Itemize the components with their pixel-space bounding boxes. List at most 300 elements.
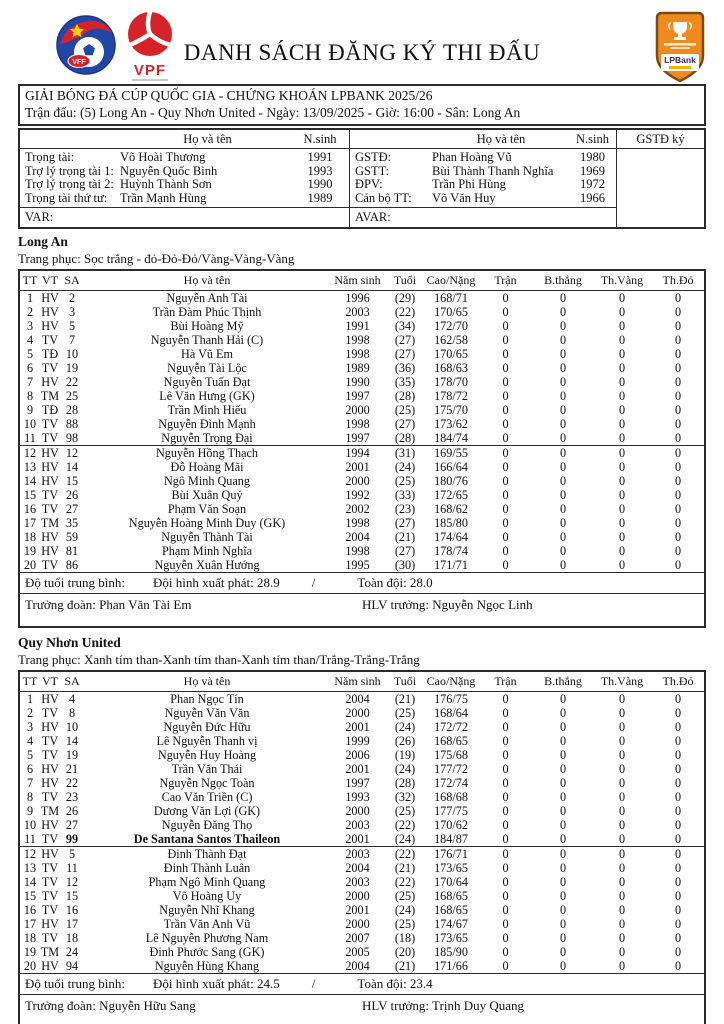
cell-tuoi: (25) <box>394 706 416 720</box>
cell-cao-nang: 171/66 <box>434 959 468 973</box>
player-row <box>20 706 704 720</box>
cell-sa: 35 <box>65 516 79 530</box>
competition-name: GIẢI BÓNG ĐÁ CÚP QUỐC GIA - CHỨNG KHOÁN LPBANK 2025/26 <box>25 88 433 103</box>
cell-sa: 25 <box>65 389 79 403</box>
cell-sa: 22 <box>65 776 79 790</box>
cell-th-vang: 0 <box>618 720 626 734</box>
cell-th-vang: 0 <box>618 375 626 389</box>
player-row <box>20 790 704 804</box>
cell-sa: 14 <box>65 734 79 748</box>
cell-tuoi: (25) <box>394 889 416 903</box>
cell-th-vang: 0 <box>618 903 626 917</box>
cell-tuoi: (36) <box>394 361 416 375</box>
cell-nam-sinh: 1989 <box>345 361 370 375</box>
official-row: Trợ lý trọng tài 2: Huỳnh Thành Sơn 1990 <box>25 177 333 192</box>
cell-th-do: 0 <box>674 460 682 474</box>
cell-sa: 88 <box>65 417 79 431</box>
cell-b-thang: 0 <box>559 804 567 818</box>
cell-cao-nang: 184/74 <box>434 431 468 445</box>
cell-th-do: 0 <box>674 319 682 333</box>
player-row <box>20 692 704 707</box>
cell-nam-sinh: 2000 <box>345 889 370 903</box>
cell-tuoi: (20) <box>394 945 416 959</box>
cell-nam-sinh: 2000 <box>345 706 370 720</box>
cell-tran: 0 <box>502 389 509 403</box>
cell-nam-sinh: 1996 <box>345 291 370 305</box>
cell-tuoi: (29) <box>394 291 416 305</box>
cell-b-thang: 0 <box>559 832 567 846</box>
cell-nam-sinh: 1999 <box>345 734 370 748</box>
cell-cao-nang: 184/87 <box>434 832 468 846</box>
cell-vt: TV <box>41 488 59 502</box>
cell-tt: 2 <box>26 706 34 720</box>
cell-name: Nguyễn Huy Hoàng <box>157 748 257 762</box>
officials-table <box>18 128 706 229</box>
team-section-long-an <box>18 234 706 628</box>
cell-vt: HV <box>41 375 59 389</box>
cell-cao-nang: 168/68 <box>434 790 468 804</box>
cell-th-vang: 0 <box>618 875 626 889</box>
cell-cao-nang: 173/65 <box>434 931 468 945</box>
cell-tuoi: (27) <box>394 347 416 361</box>
cell-tt: 19 <box>23 544 37 558</box>
cell-tt: 16 <box>23 502 37 516</box>
cell-th-vang: 0 <box>618 530 626 544</box>
cell-cao-nang: 173/62 <box>434 417 468 431</box>
cell-nam-sinh: 2000 <box>345 917 370 931</box>
cell-cao-nang: 174/67 <box>434 917 468 931</box>
cell-sa: 99 <box>65 832 79 846</box>
cell-cao-nang: 168/65 <box>434 734 468 748</box>
cell-name: Đỗ Hoàng Mãi <box>170 460 244 474</box>
cell-th-vang: 0 <box>618 333 626 347</box>
cell-name: Phạm Văn Soạn <box>167 502 247 516</box>
cell-tuoi: (25) <box>394 917 416 931</box>
cell-th-do: 0 <box>674 959 682 973</box>
cell-vt: TV <box>41 734 59 748</box>
cell-tuoi: (21) <box>394 530 416 544</box>
cell-tuoi: (28) <box>394 389 416 403</box>
player-row <box>20 460 704 474</box>
cell-sa: 27 <box>65 502 79 516</box>
cell-th-do: 0 <box>674 889 682 903</box>
official-row: GSTĐ: Phan Hoàng Vũ 1980 <box>355 150 605 165</box>
cell-nam-sinh: 2001 <box>345 720 370 734</box>
cell-tuoi: (23) <box>394 502 416 516</box>
cell-cao-nang: 174/64 <box>434 530 468 544</box>
player-row <box>20 417 704 431</box>
cell-b-thang: 0 <box>559 931 567 945</box>
cell-sa: 11 <box>66 861 78 875</box>
cell-tt: 18 <box>23 530 37 544</box>
cell-cao-nang: 170/62 <box>434 818 468 832</box>
cell-tran: 0 <box>502 875 509 889</box>
cell-tran: 0 <box>502 889 509 903</box>
roster-table <box>20 672 704 973</box>
cell-cao-nang: 168/64 <box>434 706 468 720</box>
cell-b-thang: 0 <box>559 762 567 776</box>
player-row <box>20 530 704 544</box>
cell-cao-nang: 175/70 <box>434 403 468 417</box>
column-header-name: Họ và tên <box>476 131 526 146</box>
cell-sa: 3 <box>68 305 76 319</box>
cell-name: Bùi Hoàng Mỹ <box>170 319 244 333</box>
player-row <box>20 446 704 461</box>
cell-tran: 0 <box>502 460 509 474</box>
cell-name: Lê Văn Hưng (GK) <box>159 389 255 403</box>
cell-cao-nang: 172/72 <box>434 720 468 734</box>
cell-b-thang: 0 <box>559 403 567 417</box>
cell-name: Trần Văn Anh Vũ <box>163 917 251 931</box>
cell-th-do: 0 <box>674 544 682 558</box>
cell-tran: 0 <box>502 291 509 305</box>
cell-cao-nang: 176/75 <box>434 692 468 706</box>
cell-sa: 10 <box>65 720 79 734</box>
cell-cao-nang: 185/90 <box>434 945 468 959</box>
cell-tran: 0 <box>502 804 509 818</box>
cell-b-thang: 0 <box>559 875 567 889</box>
cell-tt: 1 <box>26 692 34 706</box>
cell-vt: HV <box>41 544 59 558</box>
column-header-sign: GSTĐ ký <box>617 130 704 149</box>
cell-th-vang: 0 <box>618 431 626 445</box>
cell-th-vang: 0 <box>618 804 626 818</box>
official-row: Trọng tài thứ tư: Trần Mạnh Hùng 1989 <box>25 190 333 205</box>
var-row: VAR: <box>20 207 349 227</box>
roster-table <box>20 271 704 572</box>
cell-tuoi: (25) <box>394 403 416 417</box>
cell-th-do: 0 <box>674 706 682 720</box>
cell-th-vang: 0 <box>618 474 626 488</box>
cell-name: Nguyễn Tài Lộc <box>167 361 247 375</box>
cell-b-thang: 0 <box>559 720 567 734</box>
cell-nam-sinh: 1997 <box>345 776 370 790</box>
cell-b-thang: 0 <box>559 305 567 319</box>
cell-th-do: 0 <box>674 945 682 959</box>
cell-tt: 8 <box>26 790 34 804</box>
cell-tuoi: (24) <box>394 762 416 776</box>
cell-nam-sinh: 2006 <box>345 748 370 762</box>
cell-sa: 23 <box>65 790 79 804</box>
cell-tt: 8 <box>26 389 34 403</box>
cell-name: Phạm Minh Nghĩa <box>161 544 253 558</box>
cell-tt: 2 <box>26 305 34 319</box>
cell-tuoi: (18) <box>394 931 416 945</box>
cell-vt: HV <box>41 917 59 931</box>
cell-cao-nang: 168/65 <box>434 903 468 917</box>
vpf-logo-text: VPF <box>133 62 167 79</box>
cell-th-vang: 0 <box>618 931 626 945</box>
cell-tran: 0 <box>502 502 509 516</box>
cell-sa: 98 <box>65 431 79 445</box>
cell-th-vang: 0 <box>618 347 626 361</box>
cell-cao-nang: 172/74 <box>434 776 468 790</box>
player-row <box>20 361 704 375</box>
cell-th-do: 0 <box>674 431 682 445</box>
cell-vt: TM <box>40 945 60 959</box>
cell-vt: TV <box>41 502 59 516</box>
cell-cao-nang: 172/70 <box>434 319 468 333</box>
cell-th-vang: 0 <box>592 847 652 862</box>
cell-tuoi: (21) <box>394 692 416 706</box>
cell-cao-nang: 176/71 <box>425 847 477 862</box>
cell-tran: 0 <box>502 903 509 917</box>
officials-right-section <box>350 130 617 227</box>
cell-name: Dương Văn Lợi (GK) <box>153 804 261 818</box>
cell-tran: 0 <box>502 692 509 706</box>
cell-th-vang: 0 <box>618 706 626 720</box>
cell-th-vang: 0 <box>618 516 626 530</box>
cell-nam-sinh: 2001 <box>345 762 370 776</box>
cell-th-do: 0 <box>674 305 682 319</box>
cell-tuoi: (27) <box>394 544 416 558</box>
cell-tt: 14 <box>23 474 37 488</box>
cell-name: Hà Vũ Em <box>181 347 233 361</box>
cell-tran: 0 <box>502 361 509 375</box>
cell-th-do: 0 <box>674 720 682 734</box>
cell-th-vang: 0 <box>618 776 626 790</box>
player-row <box>20 389 704 403</box>
cell-th-do: 0 <box>674 291 682 305</box>
cell-tt: 6 <box>26 762 34 776</box>
cell-tran: 0 <box>502 403 509 417</box>
cell-cao-nang: 170/65 <box>434 347 468 361</box>
cell-nam-sinh: 1998 <box>345 347 370 361</box>
cell-nam-sinh: 1997 <box>345 431 370 445</box>
cell-th-vang: 0 <box>618 305 626 319</box>
player-row <box>20 804 704 818</box>
cell-tuoi: (28) <box>394 776 416 790</box>
cell-name: Nguyễn Văn Văn <box>164 706 250 720</box>
cell-tt: 15 <box>23 889 37 903</box>
cell-name: Nguyễn Tuấn Đạt <box>163 375 251 389</box>
cell-b-thang: 0 <box>559 361 567 375</box>
match-details: Trận đấu: (5) Long An - Quy Nhơn United - Ngày: 13/09/2025 - Giờ: 16:00 - Sân: Long An <box>25 105 521 120</box>
cell-tuoi: (21) <box>394 959 416 973</box>
player-row <box>20 431 704 446</box>
official-row: GSTT: Bùi Thành Thanh Nghĩa 1969 <box>355 163 605 178</box>
cell-tuoi: (27) <box>394 417 416 431</box>
cell-th-do: 0 <box>674 361 682 375</box>
cell-th-do: 0 <box>674 558 682 572</box>
cell-nam-sinh: 2004 <box>345 861 370 875</box>
cell-nam-sinh: 2003 <box>345 305 370 319</box>
cell-nam-sinh: 1993 <box>345 790 370 804</box>
cell-tt: 17 <box>23 917 37 931</box>
cell-tt: 20 <box>23 558 37 572</box>
cell-nam-sinh: 1998 <box>345 544 370 558</box>
cell-tt: 9 <box>26 403 34 417</box>
cell-th-vang: 0 <box>618 417 626 431</box>
cell-tt: 4 <box>26 734 34 748</box>
cell-b-thang: 0 <box>559 706 567 720</box>
cell-name: Nguyễn Ngọc Toàn <box>159 776 255 790</box>
cell-nam-sinh: 1991 <box>345 319 370 333</box>
cell-tt: 13 <box>23 861 37 875</box>
cell-tt: 16 <box>23 903 37 917</box>
cell-b-thang: 0 <box>559 945 567 959</box>
cell-name: Trần Minh Hiếu <box>167 403 247 417</box>
player-row <box>20 375 704 389</box>
cell-name: Nguyễn Đình Mạnh <box>158 417 256 431</box>
cell-vt: TV <box>41 861 59 875</box>
cell-nam-sinh: 2001 <box>345 460 370 474</box>
roster-header-row: TT VT SA Họ và tên Năm sinh Tuổi Cao/Nặng Trận B.thắng Th.Vàng Th.Đỏ <box>20 672 704 692</box>
cell-tuoi: (32) <box>394 790 416 804</box>
cell-tuoi: (27) <box>394 516 416 530</box>
cell-tuoi: (24) <box>394 720 416 734</box>
cell-tran: 0 <box>502 706 509 720</box>
cell-tt: 20 <box>23 959 37 973</box>
cell-b-thang: 0 <box>559 734 567 748</box>
cell-th-vang: 0 <box>618 488 626 502</box>
cell-cao-nang: 185/80 <box>434 516 468 530</box>
cell-sa: 16 <box>65 903 79 917</box>
cell-th-vang: 0 <box>618 945 626 959</box>
cell-sa: 26 <box>65 488 79 502</box>
cell-cao-nang: 171/71 <box>434 558 468 572</box>
cell-vt: HV <box>41 319 59 333</box>
cell-th-vang: 0 <box>618 389 626 403</box>
cell-cao-nang: 168/63 <box>434 361 468 375</box>
cell-tuoi: (27) <box>394 333 416 347</box>
player-row <box>20 291 704 306</box>
cell-tran: 0 <box>502 945 509 959</box>
cell-b-thang: 0 <box>559 544 567 558</box>
cell-th-vang: 0 <box>618 748 626 762</box>
cell-tran: 0 <box>502 375 509 389</box>
cell-vt: TV <box>41 431 59 445</box>
cell-name: Lê Nguyễn Thanh vị <box>156 734 258 748</box>
cell-th-do: 0 <box>674 417 682 431</box>
cell-th-do: 0 <box>674 832 682 846</box>
cell-tran: 0 <box>502 931 509 945</box>
team-manager: Trưởng đoàn: Nguyễn Hữu Sang <box>25 998 196 1013</box>
cell-th-do: 0 <box>674 516 682 530</box>
cell-tran: 0 <box>502 748 509 762</box>
cell-sa: 81 <box>65 544 79 558</box>
avar-row: AVAR: <box>350 207 616 227</box>
cell-name: Võ Hoàng Uy <box>172 889 242 903</box>
cell-b-thang: 0 <box>559 776 567 790</box>
cell-tt: 5 <box>26 347 34 361</box>
player-row <box>20 832 704 847</box>
cell-b-thang: 0 <box>559 333 567 347</box>
cell-cao-nang: 175/68 <box>434 748 468 762</box>
cell-tuoi: (25) <box>394 804 416 818</box>
cell-tran: 0 <box>502 333 509 347</box>
cell-tran: 0 <box>477 446 534 461</box>
cell-th-do: 0 <box>652 446 704 461</box>
cell-nam-sinh: 2007 <box>345 931 370 945</box>
cell-vt: HV <box>41 291 59 305</box>
player-row <box>20 347 704 361</box>
cell-vt: TV <box>41 832 59 846</box>
cell-b-thang: 0 <box>559 818 567 832</box>
cell-vt: HV <box>41 762 59 776</box>
cell-cao-nang: 172/65 <box>434 488 468 502</box>
cell-name: Nguyễn Hoàng Minh Duy (GK) <box>128 516 286 530</box>
player-row <box>20 305 704 319</box>
column-header-birth: N.sinh <box>303 131 337 146</box>
cell-sa: 94 <box>65 959 79 973</box>
cell-tran: 0 <box>502 488 509 502</box>
cell-th-do: 0 <box>674 347 682 361</box>
cell-tt: 4 <box>26 333 34 347</box>
cell-name: Trần Văn Thái <box>171 762 243 776</box>
cell-cao-nang: 168/62 <box>434 502 468 516</box>
cell-vt: HV <box>41 474 59 488</box>
cell-nam-sinh: 2004 <box>345 959 370 973</box>
cell-b-thang: 0 <box>559 417 567 431</box>
column-header-name: Họ và tên <box>183 131 232 146</box>
cell-tt: 1 <box>26 291 34 305</box>
average-age-row: Độ tuổi trung bình: Đội hình xuất phát: 24.5 / Toàn đội: 23.4 <box>20 973 704 994</box>
document-header <box>18 2 706 84</box>
cell-tt: 18 <box>23 931 37 945</box>
cell-vt: TV <box>41 889 59 903</box>
column-header-birth: N.sinh <box>576 131 609 146</box>
cell-name: Ngô Minh Quang <box>164 474 250 488</box>
cell-tuoi: (21) <box>394 861 416 875</box>
cell-tran: 0 <box>502 720 509 734</box>
cell-name: Nguyễn Hồng Thạch <box>84 446 330 461</box>
cell-th-do: 0 <box>674 692 682 706</box>
cell-tt: 14 <box>23 875 37 889</box>
cell-name: Đinh Thành Đạt <box>84 847 330 862</box>
cell-tran: 0 <box>502 417 509 431</box>
cell-tran: 0 <box>502 319 509 333</box>
cell-th-do: 0 <box>652 847 704 862</box>
staff-row <box>20 593 704 626</box>
cell-tt: 19 <box>23 945 37 959</box>
cell-b-thang: 0 <box>559 748 567 762</box>
cell-sa: 12 <box>60 446 84 461</box>
cell-th-vang: 0 <box>592 446 652 461</box>
cell-nam-sinh: 1995 <box>345 558 370 572</box>
cell-sa: 8 <box>68 706 76 720</box>
cell-vt: TV <box>41 903 59 917</box>
player-row <box>20 917 704 931</box>
cell-tt: 12 <box>20 446 40 461</box>
cell-name: Nguyễn Thành Tài <box>161 530 253 544</box>
cell-b-thang: 0 <box>534 446 592 461</box>
cell-th-do: 0 <box>674 748 682 762</box>
average-age-row: Độ tuổi trung bình: Đội hình xuất phát: 28.9 / Toàn đội: 28.0 <box>20 572 704 593</box>
cell-b-thang: 0 <box>559 530 567 544</box>
cell-sa: 15 <box>65 889 79 903</box>
cell-cao-nang: 166/64 <box>434 460 468 474</box>
cell-th-vang: 0 <box>618 460 626 474</box>
cell-vt: TV <box>41 790 59 804</box>
player-row <box>20 734 704 748</box>
official-row: Trợ lý trọng tài 1: Nguyễn Quốc Bình 1993 <box>25 163 333 178</box>
cell-th-do: 0 <box>674 502 682 516</box>
cell-th-do: 0 <box>674 488 682 502</box>
cell-th-do: 0 <box>674 776 682 790</box>
cell-name: Cao Văn Triền (C) <box>161 790 253 804</box>
team-name: Quy Nhơn United <box>18 635 121 650</box>
cell-th-vang: 0 <box>618 692 626 706</box>
cell-nam-sinh: 1998 <box>345 417 370 431</box>
svg-text:LPBank: LPBank <box>664 55 696 65</box>
player-row <box>20 776 704 790</box>
player-row <box>20 488 704 502</box>
cell-tran: 0 <box>502 431 509 445</box>
cell-vt: TV <box>41 558 59 572</box>
cell-nam-sinh: 2001 <box>345 832 370 846</box>
cell-vt: HV <box>41 847 59 861</box>
